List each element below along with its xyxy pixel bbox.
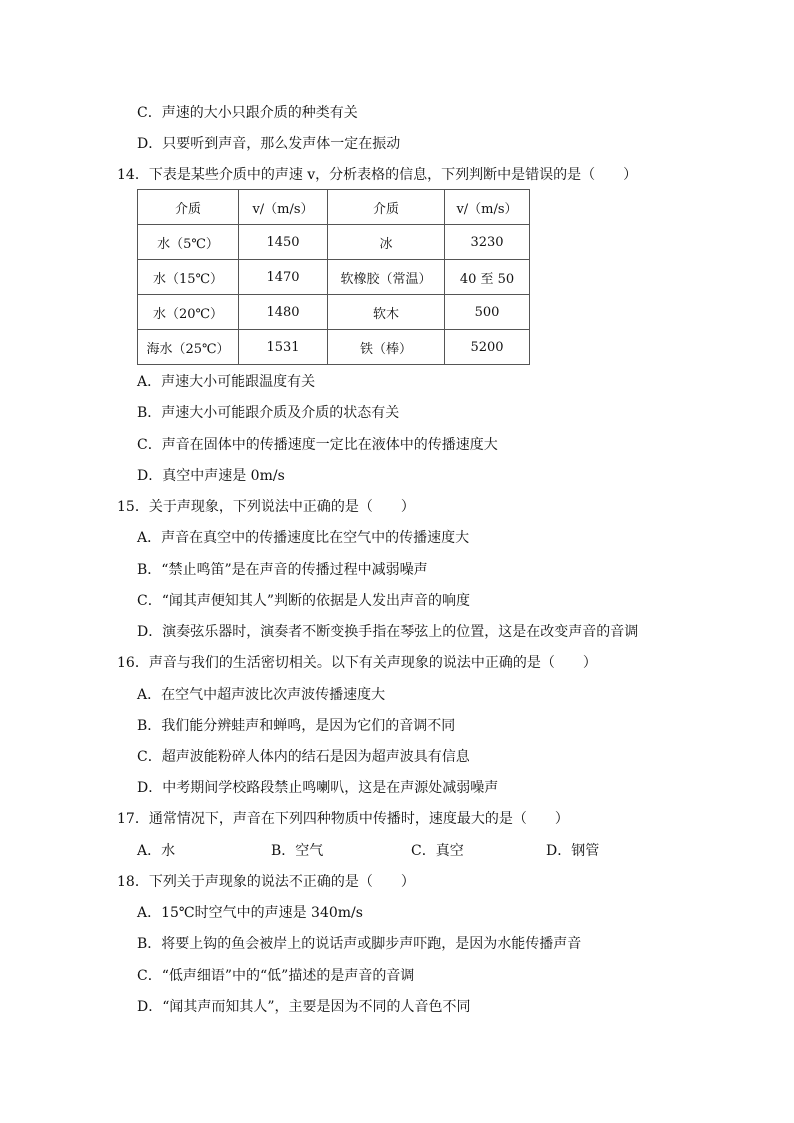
table-header-cell: v/（m/s） (239, 190, 328, 225)
q17-stem: 17．通常情况下，声音在下列四种物质中传播时，速度最大的是（ ） (117, 811, 569, 827)
table-cell: 1531 (239, 330, 328, 365)
q15-stem: 15．关于声现象，下列说法中正确的是（ ） (117, 499, 415, 515)
q17-option-b: B．空气 (271, 843, 324, 859)
table-cell: 铁（棒） (328, 330, 445, 365)
q14-option-c: C．声音在固体中的传播速度一定比在液体中的传播速度大 (137, 437, 498, 453)
q16-stem: 16．声音与我们的生活密切相关。以下有关声现象的说法中正确的是（ ） (117, 655, 597, 671)
table-cell: 冰 (328, 225, 445, 260)
sound-speed-table (137, 189, 530, 365)
q15-option-d: D．演奏弦乐器时，演奏者不断变换手指在琴弦上的位置，这是在改变声音的音调 (137, 624, 639, 640)
table-cell: 1470 (239, 260, 328, 295)
q13-option-d: D．只要听到声音，那么发声体一定在振动 (137, 136, 401, 152)
table-cell: 软木 (328, 295, 445, 330)
table-cell: 1450 (239, 225, 328, 260)
table-cell: 500 (445, 295, 530, 330)
table-header-cell: v/（m/s） (445, 190, 530, 225)
table-row (138, 330, 530, 365)
q18-option-a: A．15℃时空气中的声速是 340m/s (137, 905, 363, 921)
table-row (138, 225, 530, 260)
table-cell: 水（5℃） (138, 225, 239, 260)
table-row (138, 295, 530, 330)
q14-option-a: A．声速大小可能跟温度有关 (137, 374, 316, 390)
q15-option-c: C．“闻其声便知其人”判断的依据是人发出声音的响度 (137, 593, 471, 609)
q15-option-a: A．声音在真空中的传播速度比在空气中的传播速度大 (137, 530, 470, 546)
q17-option-c: C．真空 (411, 843, 464, 859)
table-row (138, 260, 530, 295)
q17-option-a: A．水 (137, 843, 176, 859)
table-cell: 水（15℃） (138, 260, 239, 295)
q14-stem: 14．下表是某些介质中的声速 v，分析表格的信息，下列判断中是错误的是（ ） (117, 167, 638, 183)
q15-option-b: B．“禁止鸣笛”是在声音的传播过程中减弱噪声 (137, 562, 428, 578)
table-cell: 5200 (445, 330, 530, 365)
q16-option-c: C．超声波能粉碎人体内的结石是因为超声波具有信息 (137, 749, 470, 765)
q13-option-c: C．声速的大小只跟介质的种类有关 (137, 105, 358, 121)
table-header-row (138, 190, 530, 225)
table-cell: 1480 (239, 295, 328, 330)
table-header-cell: 介质 (328, 190, 445, 225)
table-cell: 软橡胶（常温） (328, 260, 445, 295)
q14-option-d: D．真空中声速是 0m/s (137, 468, 285, 484)
table-cell: 海水（25℃） (138, 330, 239, 365)
table-cell: 40 至 50 (445, 260, 530, 295)
q16-option-b: B．我们能分辨蛙声和蝉鸣，是因为它们的音调不同 (137, 718, 456, 734)
table-cell: 水（20℃） (138, 295, 239, 330)
q18-option-c: C．“低声细语”中的“低”描述的是声音的音调 (137, 968, 415, 984)
q14-option-b: B．声速大小可能跟介质及介质的状态有关 (137, 405, 400, 421)
table-header-cell: 介质 (138, 190, 239, 225)
q18-option-d: D．“闻其声而知其人”，主要是因为不同的人音色不同 (137, 999, 471, 1015)
q18-stem: 18．下列关于声现象的说法不正确的是（ ） (117, 874, 415, 890)
q16-option-d: D．中考期间学校路段禁止鸣喇叭，这是在声源处减弱噪声 (137, 780, 499, 796)
q18-option-b: B．将要上钩的鱼会被岸上的说话声或脚步声吓跑，是因为水能传播声音 (137, 936, 582, 952)
q17-option-d: D．钢管 (546, 843, 600, 859)
table-cell: 3230 (445, 225, 530, 260)
q16-option-a: A．在空气中超声波比次声波传播速度大 (137, 687, 386, 703)
